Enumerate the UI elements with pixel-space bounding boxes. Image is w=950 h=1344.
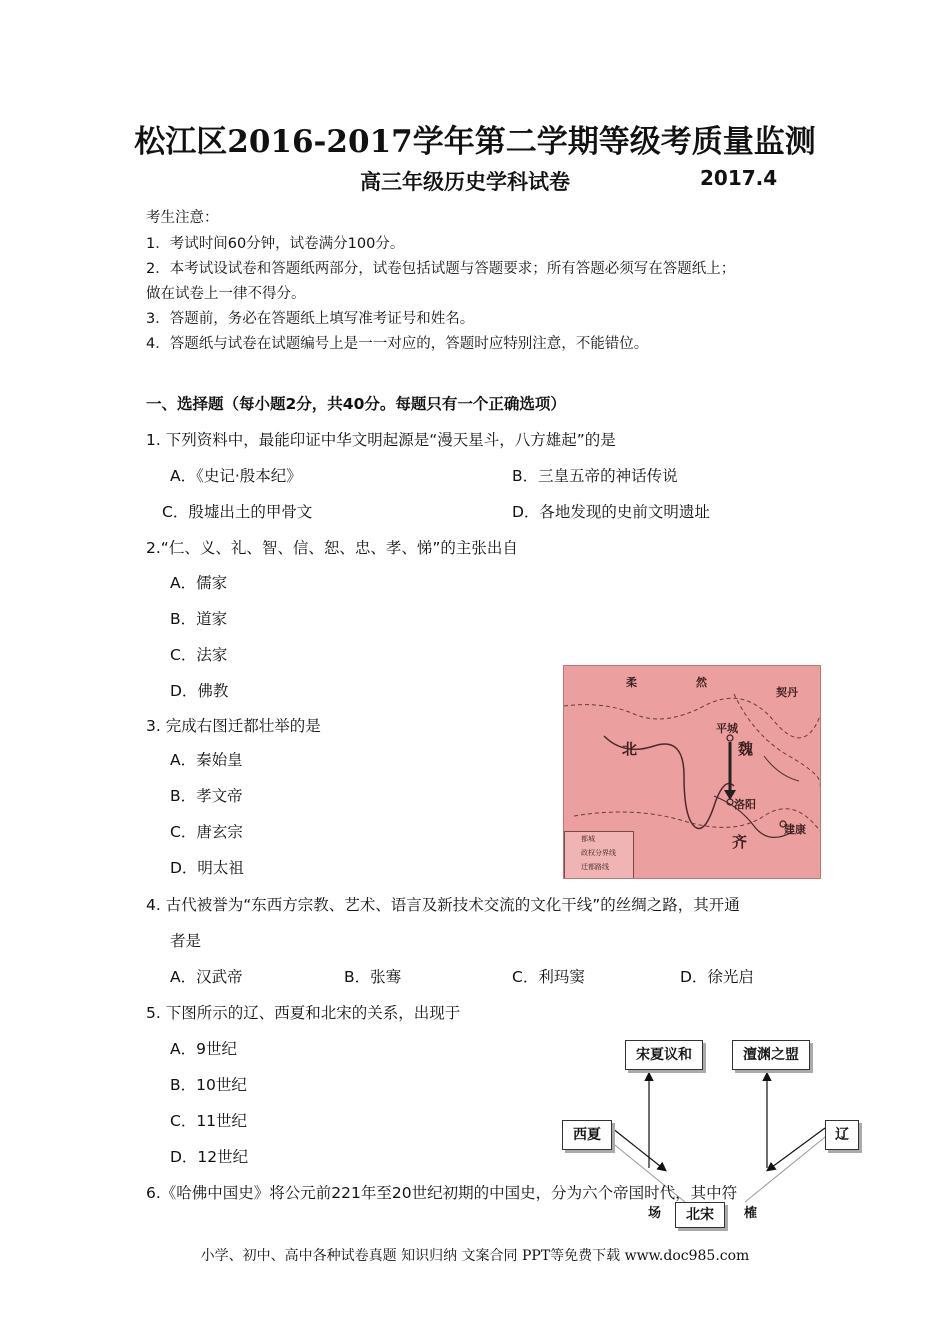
map-label-qi: 齐 [732,833,748,851]
legend-item: 都城 [581,835,595,843]
diagram-label-que: 榷 [744,1206,758,1221]
legend-item: 迁都路线 [581,863,609,871]
map-label: 柔 [626,676,637,689]
question-5-option-c: C．11世纪 [170,1112,248,1130]
notice-item: 4．答题纸与试卷在试题编号上是一一对应的，答题时应特别注意，不能错位。 [146,336,649,352]
question-6-stem: 6.《哈佛中国史》将公元前221年至20世纪初期的中国史，分为六个帝国时代，其中符 [146,1184,738,1202]
question-2-option-c: C．法家 [170,646,228,664]
map-label-wei: 魏 [738,740,754,758]
box-beisong: 北宋 [675,1202,725,1228]
question-4-option-d: D．徐光启 [680,968,754,986]
question-1-option-d: D．各地发现的史前文明遗址 [512,503,710,521]
map-label: 然 [696,676,707,689]
question-2-option-b: B．道家 [170,610,228,628]
notice-item: 1．考试时间60分钟，试卷满分100分。 [146,236,405,252]
map-legend [564,831,634,879]
map-label-bei: 北 [622,740,638,758]
box-liao: 辽 [825,1120,859,1150]
question-3-option-d: D．明太祖 [170,859,244,877]
notice-item: 做在试卷上一律不得分。 [146,286,306,302]
question-1-option-b: B．三皇五帝的神话传说 [512,467,678,485]
question-3-option-c: C．唐玄宗 [170,823,243,841]
question-4-stem-cont: 者是 [170,932,202,950]
question-4-option-b: B．张骞 [344,968,402,986]
notice-item: 3．答题前，务必在答题纸上填写准考证号和姓名。 [146,311,475,327]
question-5-option-a: A．9世纪 [170,1040,237,1058]
map-label: 契丹 [776,686,798,699]
question-2-stem: 2.“仁、义、礼、智、信、恕、忠、孝、悌”的主张出自 [146,539,518,557]
map-label-pingcheng: 平城 [716,722,738,735]
page-footer: 小学、初中、高中各种试卷真题 知识归纳 文案合同 PPT等免费下载 www.doc985.com [200,1248,750,1264]
question-3-stem: 3. 完成右图迁都壮举的是 [146,717,321,735]
question-3-option-a: A．秦始皇 [170,751,243,769]
exam-title: 松江区2016-2017学年第二学期等级考质量监测 [134,124,816,160]
exam-subtitle: 高三年级历史学科试卷 [360,169,570,194]
question-5-stem: 5. 下图所示的辽、西夏和北宋的关系，出现于 [146,1004,461,1022]
box-song-xia-peace: 宋夏议和 [625,1040,703,1070]
question-4-option-c: C．利玛窦 [512,968,585,986]
question-3-option-b: B．孝文帝 [170,787,243,805]
box-xixia: 西夏 [562,1120,612,1150]
notice-item: 2．本考试设试卷和答题纸两部分，试卷包括试题与答题要求；所有答题必须写在答题纸上； [146,261,736,277]
box-chanyuan-treaty: 澶渊之盟 [732,1040,810,1070]
question-4-stem: 4. 古代被誉为“东西方宗教、艺术、语言及新技术交流的文化干线”的丝绸之路，其开通 [146,896,740,914]
question-2-option-a: A．儒家 [170,574,228,592]
question-5-option-d: D．12世纪 [170,1148,249,1166]
question-5-option-b: B．10世纪 [170,1076,247,1094]
notice-heading: 考生注意： [146,210,219,226]
diagram-label-chang: 场 [648,1206,662,1221]
exam-date: 2017.4 [700,166,778,190]
question-1-stem: 1. 下列资料中，最能印证中华文明起源是“漫天星斗，八方雄起”的是 [146,431,616,449]
section-title: 一、选择题（每小题2分，共40分。每题只有一个正确选项） [146,395,566,413]
question-4-option-a: A．汉武帝 [170,968,243,986]
capital-relocation-map [563,665,821,879]
legend-item: 政权分界线 [581,849,616,857]
question-1-option-c: C．殷墟出土的甲骨文 [162,503,313,521]
question-1-option-a: A．《史记·殷本纪》 [170,467,302,485]
question-2-option-d: D．佛教 [170,682,229,700]
map-label-luoyang: 洛阳 [734,798,756,811]
map-label-jiankang: 建康 [784,823,806,836]
